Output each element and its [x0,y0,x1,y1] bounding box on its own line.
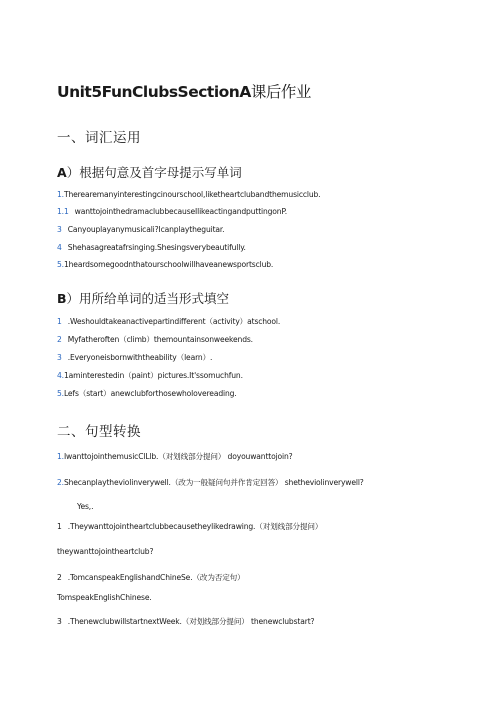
item-number: 1. [57,452,64,461]
item-text: .TomcanspeakEnglishandChineSe.（改为否定句） [67,573,245,582]
section-a-text: ）根据句意及首字母提示写单词 [66,165,242,180]
item-number: 2 [57,573,62,582]
item-text: .Theywanttojointheartclubbecausetheylikedrawing.（对划线部分提问） [67,522,323,531]
item-text: Therearemanyinterestingcinourschool,liketheartclubandthemusicclub. [63,190,321,199]
item-number: 4 [57,243,62,252]
part2-item-4 [57,572,245,583]
item-text: wanttojointhedramaclubbecauseIlikeactingandputtingonP. [74,207,287,216]
section-a-item-1 [57,190,320,199]
item-number: 2 [57,335,62,344]
item-text: Myfatheroften（climb）themountainsonweekends. [67,335,253,344]
section-b-item-5 [57,388,237,399]
item-text: .Weshouldtakeanactivepartindifferent（activity）atschool. [67,317,281,326]
item-number: 5. [57,389,64,398]
item-number: 3 [57,617,62,626]
item-text: IwanttojointhemusicClLlb.（对划线部分提问） doyouwanttojoin? [63,452,293,461]
part2-item-3-answer [57,547,153,556]
section-a-item-5 [57,260,273,269]
section-a-item-3 [57,225,224,234]
section-b-item-3 [57,352,212,363]
item-number: 2. [57,478,64,487]
title-chinese: 课后作业 [250,83,311,101]
title-english: Unit5FunClubsSectionA [57,83,251,101]
item-text: Lefs（start）anewclubforthosewholovereading. [63,389,237,398]
section-b-text: ）用所给单词的适当形式填空 [66,291,230,306]
item-text: 1heardsomegoodnthatourschoolwillhaveanewsportsclub. [63,260,274,269]
part2-item-4-answer [57,593,152,602]
section-b-heading [57,289,229,307]
part2-item-2-answer [77,502,93,511]
part2-heading: 二、句型转换 [57,424,141,440]
section-a-item-4 [57,243,246,252]
section-b-label: B [57,291,67,306]
item-text: .Everyoneisbornwiththeability（learn）. [67,353,213,362]
item-number: 3 [57,225,62,234]
section-b-item-1 [57,316,280,327]
section-a-item-2 [57,207,287,216]
item-text: Shehasagreatafrsinging.Shesingsverybeautifully. [67,243,246,252]
document-title [57,80,311,102]
item-text: .ThenewclubwillstartnextWeek.（对划线部分提问） thenewclubstart? [67,617,315,626]
item-text: theywanttojointheartclub? [57,547,154,556]
item-text: Canyouplayanymusicali?Icanplaytheguitar. [67,225,225,234]
part2-item-1 [57,451,293,462]
item-number: 4. [57,371,64,380]
item-text: Shecanplaytheviolinverywell.（改为一般疑问句并作肯定回答） shetheviolinverywell? [63,478,364,487]
section-b-item-2 [57,334,253,345]
part1-heading: 一、词汇运用 [57,130,141,146]
section-a-heading [57,163,242,181]
item-number: 1 [57,317,62,326]
part2-item-3 [57,521,322,532]
item-text: Yes,. [77,502,94,511]
item-text: TomspeakEnglishChinese. [57,593,152,602]
section-a-label: A [57,165,67,180]
item-number: 5. [57,260,64,269]
item-number: 3 [57,353,62,362]
item-number: 1.1 [57,207,69,216]
item-text: 1aminterestedin（paint）pictures.It'ssomuchfun. [63,371,243,380]
item-number: 1. [57,190,64,199]
part2-item-2 [57,477,364,488]
section-b-item-4 [57,370,243,381]
item-number: 1 [57,522,62,531]
part2-item-5 [57,616,314,627]
